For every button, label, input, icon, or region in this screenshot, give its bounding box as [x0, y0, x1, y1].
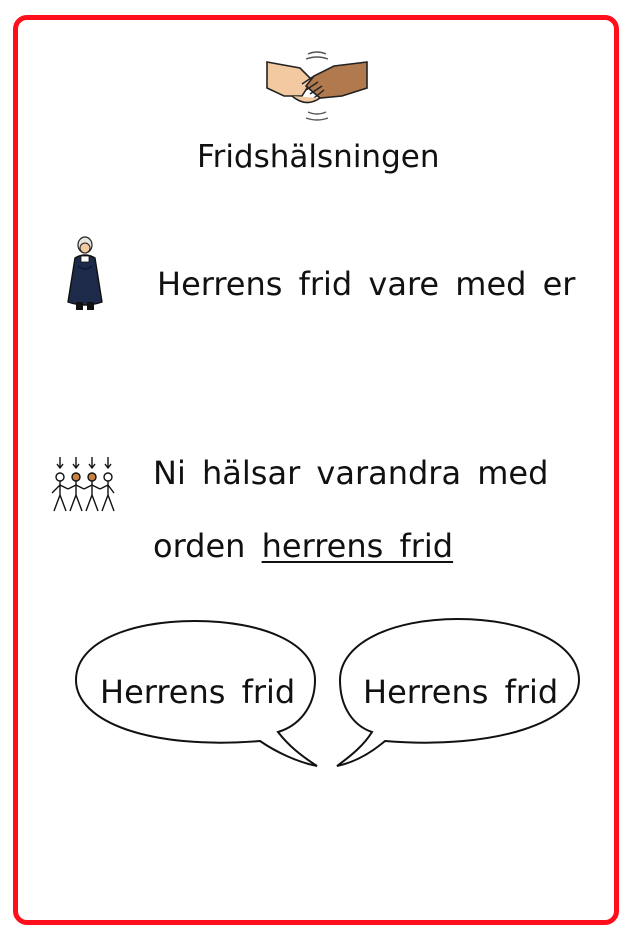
- step-1-text: Herrens frid vare med er: [157, 265, 576, 303]
- speech-bubble-left-text: Herrens frid: [100, 673, 296, 711]
- speech-bubble-right-text: Herrens frid: [363, 673, 559, 711]
- step-2-text-prefix: orden: [153, 527, 246, 565]
- step-2-text-underlined: herrens frid: [261, 527, 454, 565]
- step-2-text-line-1: Ni hälsar varandra med: [153, 454, 549, 492]
- page-title: Fridshälsningen: [197, 139, 440, 175]
